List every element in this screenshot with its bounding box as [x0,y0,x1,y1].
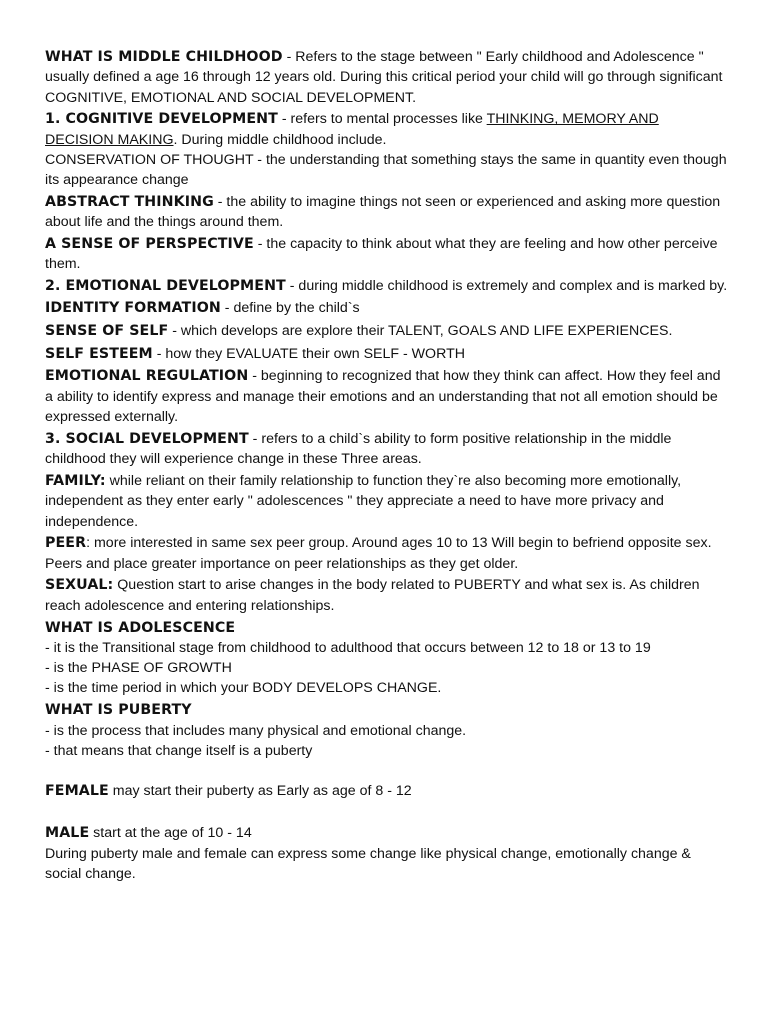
sense-of-self-paragraph [45,321,728,341]
sexual-heading: SEXUAL: [45,577,114,594]
sense-of-perspective-paragraph [45,234,728,275]
cognitive-development-text-end: . During middle childhood include. [173,131,387,148]
social-development-heading: 3. SOCIAL DEVELOPMENT [45,430,249,447]
male-text: start at the age of 10 - 14 [89,825,252,842]
family-text: while reliant on their family relationship to function they`re also becoming more emotionally, independent as they enter early " adolescences " they appreciate a need to have more privacy and independence. [45,472,682,530]
abstract-thinking-paragraph [45,192,728,233]
sexual-paragraph [45,575,728,616]
social-development-text: - refers to a child`s ability to form positive relationship in the middle childhood they will experience change in these Three areas. [45,430,672,468]
spacer [45,761,728,781]
identity-formation-paragraph [45,298,728,318]
cognitive-development-paragraph [45,109,728,150]
emotional-regulation-paragraph [45,366,728,427]
adolescence-heading: WHAT IS ADOLESCENCE [45,619,236,636]
cognitive-processes-underlined: THINKING, MEMORY AND DECISION MAKING [45,111,659,148]
adolescence-line-3: - is the time period in which your BODY DEVELOPS CHANGE. [45,680,442,697]
peer-text: : more interested in same sex peer group. Around ages 10 to 13 Will begin to befriend opposite sex. Peers and place greater importance on peer relationships as they get older. [45,535,712,572]
abstract-thinking-text: - the ability to imagine things not seen or experienced and asking more question about life and the things around them. [45,194,721,231]
sense-of-perspective-text: - the capacity to think about what they are feeling and how other perceive them. [45,236,718,273]
identity-formation-text: - define by the child`s [220,300,360,317]
peer-heading: PEER [45,535,87,552]
female-text: may start their puberty as Early as age of 8 - 12 [108,783,412,800]
closing-paragraph: During puberty male and female can express some change like physical change, emotionally change & social change. [45,845,691,883]
family-heading: FAMILY: [45,472,106,489]
puberty-line-1: - is the process that includes many physical and emotional change. [45,722,467,739]
peer-paragraph [45,533,728,574]
middle-childhood-text: - Refers to the stage between " Early childhood and Adolescence " usually defined a age 16 through 12 years old. During this critical period your child will go through significant COGNITIVE, EMOTIONAL AND SOCIAL DEVELOPMENT. [45,49,723,106]
puberty-heading: WHAT IS PUBERTY [45,702,192,719]
cognitive-development-text: - refers to mental processes like [277,111,487,128]
sense-of-self-text: - which develops are explore their TALENT, GOALS AND LIFE EXPERIENCES. [168,322,673,339]
female-paragraph [45,781,728,801]
self-esteem-heading: SELF ESTEEM [45,345,153,362]
emotional-development-text: - during middle childhood is extremely and complex and is marked by. [285,278,728,295]
identity-formation-heading: IDENTITY FORMATION [45,300,221,317]
sexual-text: Question start to arise changes in the body related to PUBERTY and what sex is. As children reach adolescence and entering relationships. [45,577,700,614]
spacer [45,802,728,822]
sense-of-self-heading: SENSE OF SELF [45,322,169,339]
emotional-regulation-heading: EMOTIONAL REGULATION [45,368,249,385]
conservation-of-thought-paragraph: CONSERVATION OF THOUGHT - the understanding that something stays the same in quantity even though its appearance change [45,151,727,189]
emotional-regulation-text: - beginning to recognized that how they think can affect. How they feel and a ability to identify express and manage their emotions and an understanding that not all emotion should be expressed externally. [45,368,721,426]
family-paragraph [45,471,728,532]
male-paragraph [45,823,728,843]
abstract-thinking-heading: ABSTRACT THINKING [45,194,214,211]
cognitive-development-heading: 1. COGNITIVE DEVELOPMENT [45,111,278,128]
social-development-paragraph [45,429,728,470]
male-heading: MALE [45,825,90,842]
self-esteem-paragraph [45,344,728,364]
puberty-line-2: - that means that change itself is a puberty [45,742,313,759]
adolescence-line-1: - it is the Transitional stage from childhood to adulthood that occurs between 12 to 18 or 13 to 19 [45,639,651,656]
sense-of-perspective-heading: A SENSE OF PERSPECTIVE [45,236,254,253]
self-esteem-text: - how they EVALUATE their own SELF - WORTH [152,345,465,362]
middle-childhood-heading: WHAT IS MIDDLE CHILDHOOD [45,49,283,65]
middle-childhood-paragraph [45,47,728,108]
emotional-development-paragraph [45,276,728,296]
adolescence-line-2: - is the PHASE OF GROWTH [45,660,232,677]
female-heading: FEMALE [45,783,109,800]
emotional-development-heading: 2. EMOTIONAL DEVELOPMENT [45,278,286,295]
